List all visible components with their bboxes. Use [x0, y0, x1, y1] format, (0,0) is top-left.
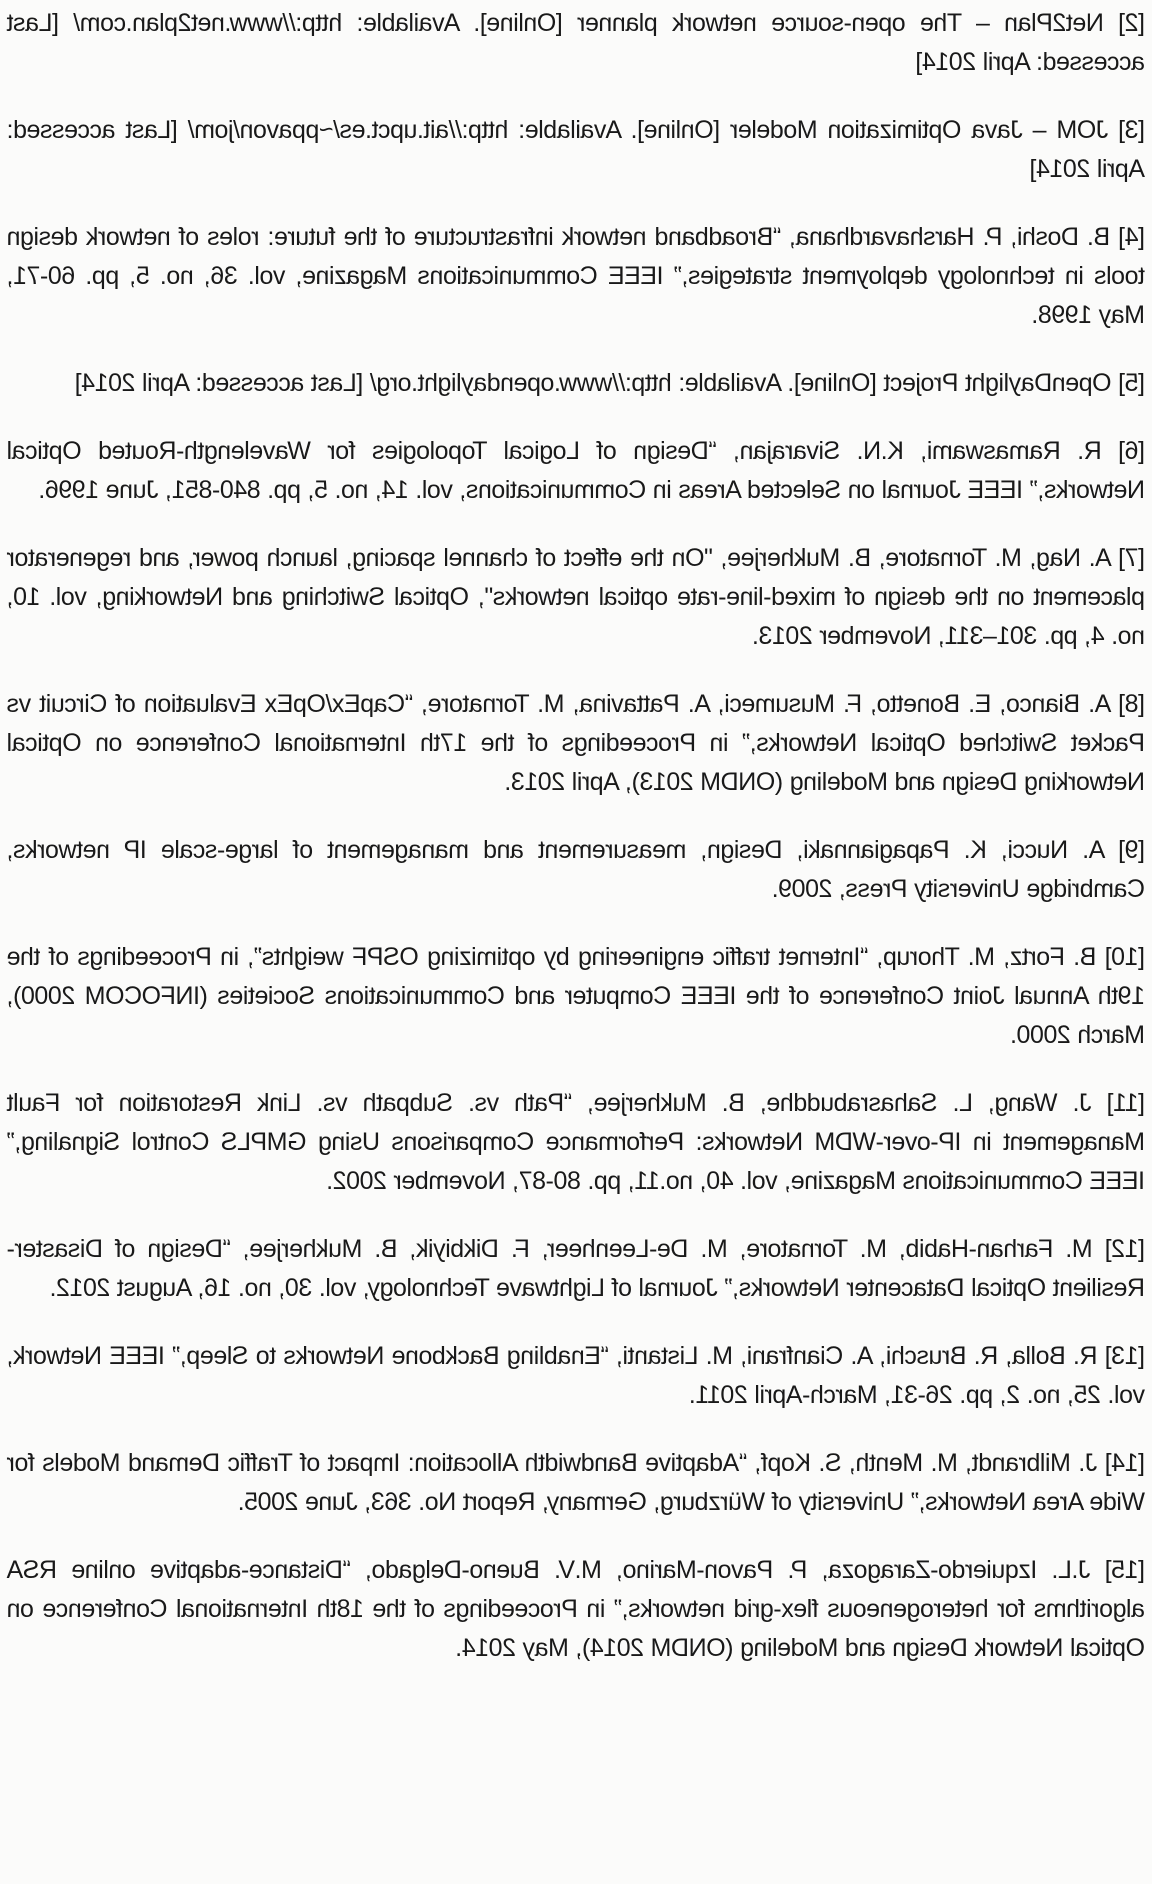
reference-item: [4] B. Doshi, P. Harshavardhana, “Broadband network infrastructure of the future: roles of network design tools in technology deployment strategies,” IEEE Communications Magazine, vol. 36, no. 5, pp. 60-71, May 1998.	[7, 223, 1145, 329]
reference-item: [15] J.L. Izquierdo-Zaragoza, P. Pavon-Marino, M.V. Bueno-Delgado, “Distance-adaptive online RSA algorithms for heterogeneous flex-grid networks,” in Proceedings of the 18th International Conference on Optical Network Design and Modeling (ONDM 2014), May 2014.	[7, 1556, 1145, 1662]
reference-item: [2] Net2Plan – The open-source network planner [Online]. Available: http://www.net2plan.com/ [Last accessed: April 2014]	[7, 9, 1145, 76]
reference-item: [14] J. Milbrandt, M. Menth, S. Kopf, “Adaptive Bandwidth Allocation: Impact of Traffic Demand Models for Wide Area Networks,” University of Würzburg, Germany, Report No. 363, June 2005.	[7, 1449, 1145, 1516]
reference-item: [6] R. Ramaswami, K.N. Sivarajan, “Design of Logical Topologies for Wavelength-Routed Optical Networks,” IEEE Journal on Selected Areas in Communications, vol. 14, no. 5, pp. 840-851, June 1996.	[7, 437, 1145, 504]
reference-item: [9] A. Nucci, K. Papagiannaki, Design, measurement and management of large-scale IP networks, Cambridge University Press, 2009.	[7, 836, 1145, 903]
reference-item: [7] A. Nag, M. Tornatore, B. Mukherjee, "On the effect of channel spacing, launch power, and regenerator placement on the design of mixed-line-rate optical networks", Optical Switching and Networking, vol. 10, no. 4, pp. 301–311, November 2013.	[7, 544, 1145, 650]
reference-item: [8] A. Bianco, E. Bonetto, F. Musumeci, A. Pattavina, M. Tornatore, “CapEx/OpEx Evaluation of Circuit vs Packet Switched Optical Networks,” in Proceedings of the 17th International Conference on Optical Networking Design and Modeling (ONDM 2013), April 2013.	[7, 690, 1145, 796]
reference-list	[7, 4, 1145, 1668]
reference-item: [13] R. Bolla, R. Bruschi, A. Cianfrani, M. Listanti, “Enabling Backbone Networks to Sleep,” IEEE Network, vol. 25, no. 2, pp. 26-31, March-April 2011.	[7, 1342, 1145, 1409]
reference-item: [3] JOM – Java Optimization Modeler [Online]. Available: http://ait.upct.es/~ppavon/jom/ [Last accessed: April 2014]	[7, 116, 1145, 183]
reference-item: [5] OpenDaylight Project [Online]. Available: http://www.opendaylight.org/ [Last accessed: April 2014]	[75, 369, 1145, 397]
reference-item: [12] M. Farhan-Habib, M. Tornatore, M. De-Leenheer, F. Dikbiyik, B. Mukherjee, “Design of Disaster-Resilient Optical Datacenter Networks,” Journal of Lightwave Technology, vol. 30, no. 16, August 2012.	[7, 1235, 1145, 1302]
reference-item: [10] B. Fortz, M. Thorup, “Internet traffic engineering by optimizing OSPF weights”, in Proceedings of the 19th Annual Joint Conference of the IEEE Computer and Communications Societies (INFOCOM 2000), March 2000.	[7, 943, 1145, 1049]
reference-item: [11] J. Wang, L. Sahasrabuddhe, B. Mukherjee, “Path vs. Subpath vs. Link Restoration for Fault Management in IP-over-WDM Networks: Performance Comparisons Using GMPLS Control Signaling,” IEEE Communications Magazine, vol. 40, no.11, pp. 80-87, November 2002.	[7, 1089, 1145, 1195]
